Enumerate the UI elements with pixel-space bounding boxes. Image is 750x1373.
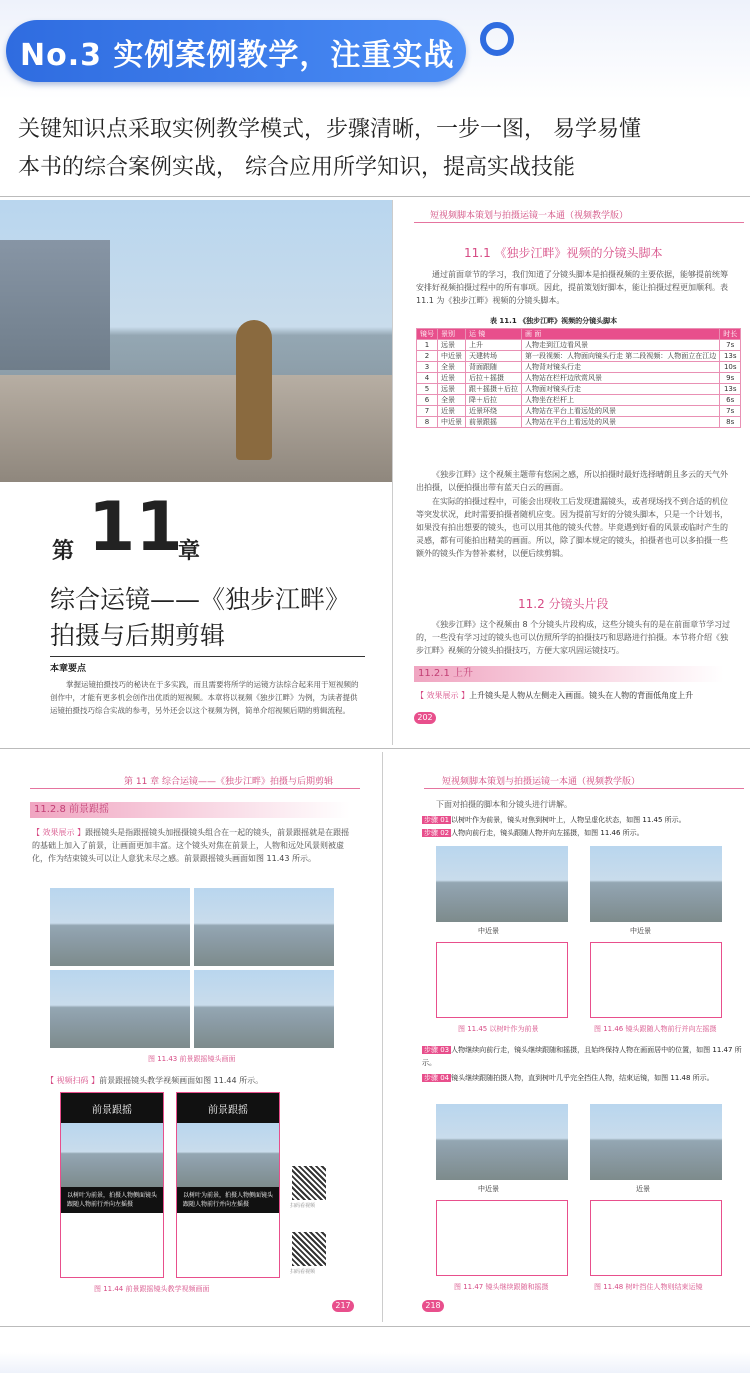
para-1 <box>32 826 352 865</box>
para-3: 在实际的拍摄过程中，可能会出现收工后发现遗漏镜头，或者现场找不到合适的机位等突发状况，此时需要拍摄者随机应变。因为提前写好的分镜头脚本，只是一个计划书，如果没有拍出想要的镜头，也可以用其他的镜头代替。毕竟遇到好看的风景或临时产生的灵感，都有可能拍出精美的画面。所以，除了脚本规定的镜头，拍摄者也可以多拍摄一些额外的镜头作为替补素材，以便后续剪辑。 <box>416 497 728 558</box>
table-cell: 人物面对镜头行走 <box>522 384 720 395</box>
intro-line-2: 本书的综合案例实战， 综合应用所学知识，提高实战技能 <box>18 155 575 180</box>
step-text: 人物继续向前行走，镜头继续跟随和摇摄，且始终保持人物在画面居中的位置，如图 11.47 所示。 <box>422 1046 742 1067</box>
table-cell: 4 <box>417 373 438 384</box>
subsection-bar: 11.2.8 前景跟摇 <box>30 802 350 818</box>
person-figure <box>236 320 272 460</box>
phone-screen-2 <box>176 1092 280 1278</box>
table-cell: 13s <box>720 351 741 362</box>
frame-photo-4 <box>194 970 334 1048</box>
diagram-1 <box>436 942 568 1018</box>
chapter-di: 第 <box>52 539 75 564</box>
chapter-number: 11 <box>88 488 183 567</box>
shot-label: 中近景 <box>478 1185 499 1193</box>
th: 运 镜 <box>466 329 522 340</box>
table-cell: 人物站在平台上看远处的风景 <box>522 406 720 417</box>
running-head: 第 11 章 综合运镜——《独步江畔》拍摄与后期剪辑 <box>124 777 334 787</box>
table-cell: 8 <box>417 417 438 428</box>
table-cell: 远景 <box>438 384 466 395</box>
table-cell: 5 <box>417 384 438 395</box>
table-cell: 近景 <box>438 406 466 417</box>
th: 画 面 <box>522 329 720 340</box>
diagram-2 <box>590 942 722 1018</box>
shot-photo-3 <box>436 1104 568 1180</box>
table-cell: 跟＋摇摄＋后拉 <box>466 384 522 395</box>
step-2 <box>422 827 744 840</box>
qr-code <box>292 1232 326 1266</box>
video-tag: 【 视频扫码 】 <box>46 1076 100 1085</box>
effect-tag: 【 效果展示 】 <box>416 691 470 700</box>
table-row <box>417 373 741 384</box>
video-text: 前景跟摇镜头教学视频画面如图 11.44 所示。 <box>99 1076 264 1085</box>
page-number: 217 <box>332 1300 354 1312</box>
step-label: 步骤 03 <box>424 1046 450 1054</box>
frame-photo-2 <box>194 888 334 966</box>
points-heading: 本章要点 <box>50 664 87 674</box>
table-cell: 人物坐在栏杆上 <box>522 395 720 406</box>
intro-line-1: 关键知识点采取实例教学模式，步骤清晰，一步一图， 易学易懂 <box>18 117 641 142</box>
head-rule <box>414 222 744 223</box>
effect-text: 跟摇镜头是指跟摇镜头加摇摄镜头组合在一起的镜头，前景跟摇就是在跟摇的基础上加入了前景，让画面更加丰富。这个镜头对焦在前景上，人物和远处风景则被虚化，作为结束镜头可以让人意犹未尽之感。前景跟摇镜头画面如图 11.43 所示。 <box>32 828 350 863</box>
table-cell: 2 <box>417 351 438 362</box>
table-cell: 13s <box>720 384 741 395</box>
plaza-ground <box>0 375 392 482</box>
table-cell: 9s <box>720 373 741 384</box>
step-4 <box>422 1072 744 1085</box>
table-row <box>417 395 741 406</box>
table-row <box>417 406 741 417</box>
divider <box>0 748 750 749</box>
th: 景别 <box>438 329 466 340</box>
footer-band <box>0 1352 750 1373</box>
table-cell: 7s <box>720 406 741 417</box>
section-title: 11.1 《独步江畔》视频的分镜头脚本 <box>464 246 663 260</box>
phone-title: 前景跟摇 <box>208 1105 248 1116</box>
page-217 <box>0 752 380 1322</box>
table-row <box>417 417 741 428</box>
spine <box>392 200 393 745</box>
divider <box>0 1326 750 1327</box>
step-label: 步骤 02 <box>424 829 450 837</box>
phone-desc: 以树叶为前景，拍摄人物侧面镜头跟随人物前行并向左摇摄 <box>67 1192 158 1208</box>
intro-text: 下面对拍摄的脚本和分镜头进行讲解。 <box>436 800 572 809</box>
step-1 <box>422 814 744 827</box>
title-rule <box>50 656 365 657</box>
table-cell: 6s <box>720 395 741 406</box>
table-cell: 天建转场 <box>466 351 522 362</box>
step-label: 步骤 01 <box>424 816 450 824</box>
head-rule <box>30 788 360 789</box>
shot-label: 近景 <box>636 1185 650 1193</box>
divider <box>0 196 750 197</box>
step-3 <box>422 1044 744 1070</box>
table-title: 表 11.1 《独步江畔》视频的分镜头脚本 <box>490 317 618 325</box>
chapter-zhang: 章 <box>178 539 201 564</box>
running-head: 短视频脚本策划与拍摄运镜一本通（视频教学版） <box>442 777 641 787</box>
phone-title: 前景跟摇 <box>92 1105 132 1116</box>
head-rule <box>424 788 744 789</box>
step-text: 人物向前行走，镜头跟随人物并向左摇摄，如图 11.46 所示。 <box>451 829 644 837</box>
qr-label: 扫码看视频 <box>290 1203 316 1209</box>
shot-photo-1 <box>436 846 568 922</box>
table-row <box>417 351 741 362</box>
figure-caption: 图 11.48 树叶挡住人物则结束运镜 <box>594 1283 703 1291</box>
table-cell: 降＋后拉 <box>466 395 522 406</box>
table-cell: 人物站在平台上看远处的风景 <box>522 417 720 428</box>
step-label: 步骤 04 <box>424 1074 450 1082</box>
table-cell: 前景跟摇 <box>466 417 522 428</box>
phone-photo <box>61 1123 163 1187</box>
subsection-bar: 11.2.1 上升 <box>414 666 724 682</box>
shot-photo-4 <box>590 1104 722 1180</box>
table-row <box>417 384 741 395</box>
effect-tag: 【 效果展示 】 <box>32 828 86 837</box>
table-header-row <box>417 329 741 340</box>
para-4: 《独步江畔》这个视频由 8 个分镜头片段构成，这些分镜头有的是在前面章节学习过的，一些没有学习过的镜头也可以仿照所学的拍摄技巧和思路进行拍摄。本节将介绍《独步江畔》视频的分镜头拍摄技巧，方便大家巩固运镜技巧。 <box>416 620 731 655</box>
step-text: 镜头继续跟随拍摄人物，直到树叶几乎完全挡住人物，结束运镜，如图 11.48 所示。 <box>451 1074 714 1082</box>
figure-caption: 图 11.43 前景跟摇镜头画面 <box>148 1055 236 1063</box>
page-number: 202 <box>414 712 436 724</box>
para-2: 《独步江畔》这个视频主题带有悠闲之感，所以拍摄时最好选择晴朗且多云的天气外出拍摄，以便拍摄出带有蓝天白云的画面。 <box>416 470 728 492</box>
table-cell: 7 <box>417 406 438 417</box>
table-cell: 人物站在栏杆边欣赏风景 <box>522 373 720 384</box>
qr-label: 扫码看视频 <box>290 1269 316 1275</box>
video-line <box>46 1074 263 1088</box>
figure-caption: 图 11.45 以树叶作为前景 <box>458 1025 539 1033</box>
phone-photo <box>177 1123 279 1187</box>
page-202 <box>394 200 750 745</box>
chapter-page <box>0 200 392 745</box>
header-title: No.3 实例案例教学，注重实战 <box>20 38 455 73</box>
table-cell: 8s <box>720 417 741 428</box>
diagram-4 <box>590 1200 722 1276</box>
running-head: 短视频脚本策划与拍摄运镜一本通（视频教学版） <box>430 211 629 221</box>
table-cell: 第一段视频：人物面向镜头行走 第二段视频：人物面立在江边 <box>522 351 720 362</box>
figure-caption: 图 11.46 镜头跟随人物前行并向左摇摄 <box>594 1025 717 1033</box>
table-cell: 背面跟随 <box>466 362 522 373</box>
phone-diagram <box>61 1213 163 1277</box>
table-cell: 中近景 <box>438 417 466 428</box>
chapter-title-2: 拍摄与后期剪辑 <box>50 621 226 650</box>
shot-table <box>416 328 741 428</box>
table-cell: 人物背对镜头行走 <box>522 362 720 373</box>
shot-label: 中近景 <box>630 927 651 935</box>
frame-photo-3 <box>50 970 190 1048</box>
table-cell: 6 <box>417 395 438 406</box>
qr-code <box>292 1166 326 1200</box>
points-text: 掌握运镜拍摄技巧的秘诀在于多实践，而且需要将所学的运镜方法综合起来用于短视频的创作中，才能有更多机会创作出优质的短视频。本章将以视频《独步江畔》为例，为读者提供运镜拍摄技巧综合实战的参考，另外还会以这个视频为例，简单介绍视频后期的剪辑流程。 <box>50 680 359 715</box>
th: 镜号 <box>417 329 438 340</box>
chapter-photo <box>0 200 392 482</box>
figure-caption: 图 11.47 镜头继续跟随和摇摄 <box>454 1283 549 1291</box>
step-text: 以树叶作为前景，镜头对焦到树叶上，人物呈虚化状态，如图 11.45 所示。 <box>451 816 686 824</box>
phone-desc: 以树叶为前景，拍摄人物侧面镜头跟随人物前行并向左摇摄 <box>183 1192 274 1208</box>
figure-caption: 图 11.44 前景跟摇镜头教学视频画面 <box>94 1285 210 1293</box>
shot-photo-2 <box>590 846 722 922</box>
effect-line <box>416 690 693 701</box>
table-cell: 近景环绕 <box>466 406 522 417</box>
table-cell: 后拉＋摇摄 <box>466 373 522 384</box>
effect-text: 上升镜头是人物从左侧走入画面。镜头在人物的背面低角度上升 <box>469 691 694 700</box>
table-cell: 3 <box>417 362 438 373</box>
spine <box>382 752 383 1322</box>
para-1: 通过前面章节的学习，我们知道了分镜头脚本是拍摄视频的主要依据，能够提前统筹安排好视频拍摄过程中的所有事项。因此，提前策划好脚本，能让拍摄过程更加顺利。表 11.1 为《独步江畔》视频的分镜头脚本。 <box>416 270 728 305</box>
table-cell: 人物走到江边看风景 <box>522 340 720 351</box>
table-cell: 7s <box>720 340 741 351</box>
section-2-title: 11.2 分镜头片段 <box>518 597 609 611</box>
shot-label: 中近景 <box>478 927 499 935</box>
building-image <box>0 240 110 370</box>
frame-photo-1 <box>50 888 190 966</box>
page-number: 218 <box>422 1300 444 1312</box>
table-row <box>417 362 741 373</box>
ring-icon <box>480 22 514 56</box>
table-cell: 中近景 <box>438 351 466 362</box>
diagram-3 <box>436 1200 568 1276</box>
chapter-title-1: 综合运镜——《独步江畔》 <box>50 585 351 614</box>
table-cell: 10s <box>720 362 741 373</box>
phone-diagram <box>177 1213 279 1277</box>
table-cell: 全景 <box>438 362 466 373</box>
table-cell: 上升 <box>466 340 522 351</box>
table-cell: 远景 <box>438 340 466 351</box>
page-218 <box>384 752 750 1322</box>
table-cell: 1 <box>417 340 438 351</box>
phone-screen-1 <box>60 1092 164 1278</box>
table-cell: 全景 <box>438 395 466 406</box>
table-row <box>417 340 741 351</box>
table-cell: 近景 <box>438 373 466 384</box>
th: 时长 <box>720 329 741 340</box>
